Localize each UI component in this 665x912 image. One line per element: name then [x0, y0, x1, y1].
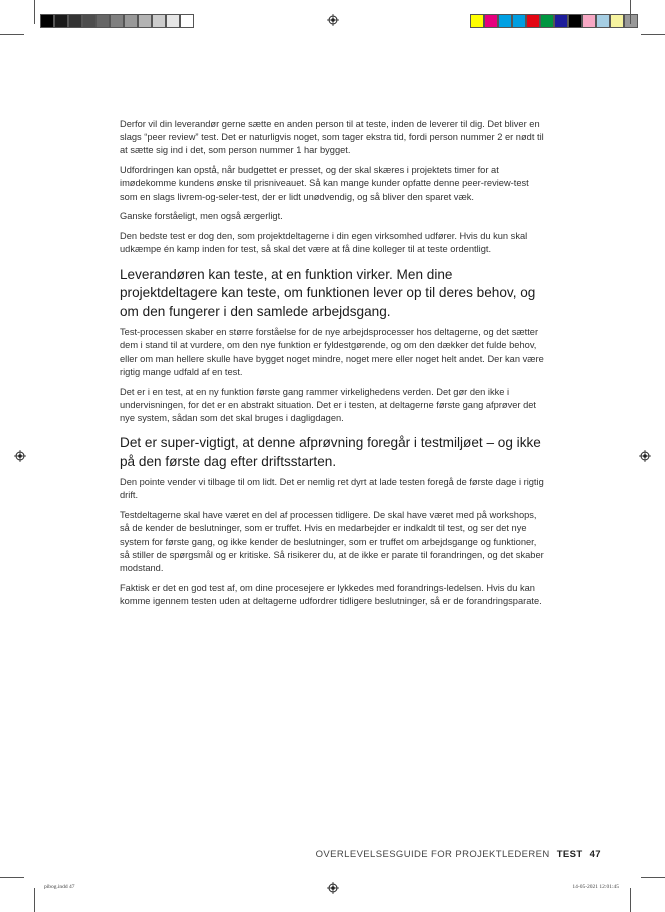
gray-swatch: [40, 14, 54, 28]
body-paragraph: Test-processen skaber en større forståelse for de nye arbejdsprocesser hos deltagerne, og det sætter dem i stand til at vurdere, om den nye funktion er fyldestgørende, og om den dækker det fulde behov, eller om man hellere skulle have bygget noget mindre, noget mere eller noget helt andet. Der kan være rigtig mange udfald af en test.: [120, 327, 544, 377]
body-paragraph: Faktisk er det en god test af, om dine procesejere er lykkedes med forandrings-ledelsen. Hvis du kan komme igennem testen uden at deltagerne udfordrer tidligere beslutninger, så er de forandringsparate.: [120, 582, 542, 606]
pull-quote-heading: Leverandøren kan teste, at en funktion virker. Men dine projektdeltagere kan teste, om funktionen lever op til deres behov, og om den fungerer i den samlede arbejdsgang.: [120, 266, 536, 319]
color-swatch: [624, 14, 638, 28]
section-name: TEST: [556, 849, 583, 860]
registration-mark-icon: [14, 450, 26, 462]
crop-mark: [630, 0, 631, 24]
crop-mark: [0, 34, 24, 35]
crop-mark: [641, 877, 665, 878]
color-swatch: [498, 14, 512, 28]
color-swatch: [512, 14, 526, 28]
registration-mark-icon: [327, 882, 339, 894]
page-body: [120, 118, 544, 615]
gray-swatch: [152, 14, 166, 28]
crop-mark: [641, 34, 665, 35]
color-swatch: [554, 14, 568, 28]
slug-file-name: pibog.indd 47: [44, 884, 75, 890]
color-swatch: [470, 14, 484, 28]
body-paragraph: Testdeltagerne skal have været en del af processen tidligere. De skal have været med på workshops, så de kender de beslutninger, som er truffet. Hvis en medarbejder er indkaldt til test, og ser det nye system for første gang, og ikke kender de beslutninger, som er truffet om arbejdsgange og funktioner, så stiller de spørgsmål og er kritiske. Så risikerer du, at de ikke er parate til forandringen, og det skaber modstand.: [120, 510, 544, 573]
page-number: 47: [589, 849, 601, 860]
gray-swatch: [110, 14, 124, 28]
color-calibration-bar: [470, 14, 638, 28]
gray-calibration-bar: [40, 14, 194, 28]
body-paragraph: Derfor vil din leverandør gerne sætte en anden person til at teste, inden de leverer til dig. Det bliver en slags “peer review” test. Det er naturligvis noget, som tager ekstra tid, fordi person nummer 2 er nødt til at sætte sig ind i det, som person nummer 1 har bygget.: [120, 119, 544, 156]
color-swatch: [610, 14, 624, 28]
color-swatch: [540, 14, 554, 28]
crop-mark: [34, 888, 35, 912]
color-swatch: [526, 14, 540, 28]
color-swatch: [568, 14, 582, 28]
gray-swatch: [82, 14, 96, 28]
gray-swatch: [166, 14, 180, 28]
gray-swatch: [124, 14, 138, 28]
color-swatch: [582, 14, 596, 28]
body-paragraph: Den bedste test er dog den, som projektdeltagerne i din egen virksomhed udfører. Hvis du kun skal udkæmpe én kamp inden for test, så skal det være at få dine kolleger til at teste ordentligt.: [120, 231, 528, 255]
body-paragraph: Det er i en test, at en ny funktion første gang rammer virkelighedens verden. Det gør den ikke i undervisningen, for det er en abstrakt situation. Det er i testen, at deltagerne første gang afprøver det nye system, sådan som det skal bruges i dagligdagen.: [120, 386, 537, 423]
color-swatch: [596, 14, 610, 28]
running-title: OVERLEVELSESGUIDE FOR PROJEKTLEDEREN: [315, 849, 550, 860]
body-paragraph: Udfordringen kan opstå, når budgettet er presset, og der skal skæres i projektets timer for at imødekomme kundens ønske til prisniveauet. Så kan mange kunder opfatte denne peer-review-test som en slags livrem-og-seler-test, der er lidt unødvendig, og så bliver den sparet væk.: [120, 165, 529, 202]
body-paragraph: Den pointe vender vi tilbage til om lidt. Det er nemlig ret dyrt at lade testen foregå de første dage i rigtig drift.: [120, 477, 544, 501]
body-paragraph: Ganske forståeligt, men også ærgerligt.: [120, 211, 283, 222]
slug-timestamp: 14-05-2021 12:01:45: [572, 884, 619, 890]
pull-quote-heading: Det er super-vigtigt, at denne afprøvning foregår i testmiljøet – og ikke på den første dag efter driftsstarten.: [120, 435, 541, 469]
gray-swatch: [68, 14, 82, 28]
crop-mark: [34, 0, 35, 24]
crop-mark: [0, 877, 24, 878]
crop-mark: [630, 888, 631, 912]
gray-swatch: [54, 14, 68, 28]
registration-mark-icon: [639, 450, 651, 462]
gray-swatch: [138, 14, 152, 28]
registration-mark-icon: [327, 14, 339, 26]
color-swatch: [484, 14, 498, 28]
page-footer: [316, 849, 601, 860]
gray-swatch: [180, 14, 194, 28]
gray-swatch: [96, 14, 110, 28]
